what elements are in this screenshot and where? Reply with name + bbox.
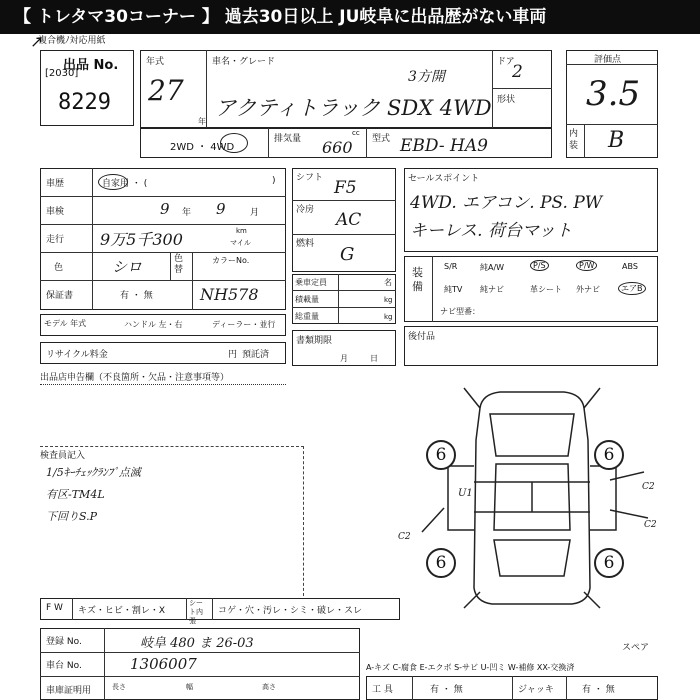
shaken-label: 車検 <box>46 207 65 217</box>
shift-label: シフト <box>296 173 324 183</box>
sales-label: セールスポイント <box>408 174 480 184</box>
history-label: 車歴 <box>46 179 65 189</box>
equip-abs: ABS <box>622 262 638 271</box>
history-circle <box>98 174 128 190</box>
jack-label: ジャッキ <box>518 685 554 695</box>
doors-value: 2 <box>512 62 523 82</box>
color-swap-label: 色替 <box>174 254 184 275</box>
seat-label: シート内張 <box>189 599 203 625</box>
history-close-paren: ) <box>272 176 276 186</box>
tools-label: 工 具 <box>372 685 393 695</box>
colorno-label: カラーNo. <box>212 256 250 265</box>
recycle-note: 預託済 <box>242 350 270 360</box>
lot-number: 8229 <box>58 90 111 115</box>
lot-code: [2030] <box>45 68 79 79</box>
tyre-front-right: 6 <box>594 440 624 470</box>
interior-value: B <box>608 128 625 153</box>
handle-label: ハンドル 左・右 <box>124 320 183 329</box>
score-value: 3.5 <box>586 74 641 114</box>
history-value: 自家用 ・ ( <box>102 179 148 189</box>
cert-height: 高さ <box>262 683 276 691</box>
cert-length: 長さ <box>112 683 126 691</box>
model-value: アクティトラック SDX 4WD <box>215 96 492 120</box>
seat-items: コゲ・穴・汚レ・シミ・破レ・スレ <box>218 606 363 616</box>
retrofit-label: 後付品 <box>408 332 436 342</box>
warranty-value: 有 ・ 無 <box>120 291 153 301</box>
tyre-rear-left: 6 <box>426 548 456 578</box>
interior-label: 内装 <box>569 129 579 151</box>
page-banner: 【 トレタマ30コーナー 】 過去30日以上 JU岐阜に出品歴がない車両 <box>0 0 700 34</box>
jack-value: 有 ・ 無 <box>582 685 615 695</box>
doors-label: ドア <box>497 57 515 67</box>
model-note: 3方開 <box>408 69 445 85</box>
lot-label: 出品 No. <box>63 58 119 73</box>
tyre-rear-right: 6 <box>594 548 624 578</box>
equip-extnav: 外ナビ <box>576 285 600 294</box>
seller-notes-label: 出品店申告欄（不良箇所・欠品・注意事項等） <box>40 373 230 383</box>
mileage-label: 走行 <box>46 235 65 245</box>
equip-airbag: エアB <box>618 282 646 295</box>
colorno-value: NH578 <box>200 285 259 304</box>
nav-model-label: ナビ型番： <box>440 307 480 316</box>
spare-label: スペア <box>622 643 650 653</box>
damage-mark-c2-a: C2 <box>642 482 655 492</box>
year-suffix: 年 <box>198 117 206 126</box>
warranty-label: 保証書 <box>46 291 74 301</box>
color-label: 色 <box>54 263 64 273</box>
color-value: シロ <box>112 258 143 276</box>
inspector-label: 検査員記入 <box>40 451 86 461</box>
docs-unit: 月日 <box>340 354 400 363</box>
model-label: 車名・グレード <box>212 57 276 67</box>
displacement-value: 660 <box>322 138 353 157</box>
mileage-value: 9万5千300 <box>100 230 183 249</box>
recycle-unit: 円 <box>228 350 238 360</box>
model-type-label: モデル 年式 <box>44 319 87 328</box>
drive-label: 2WD ・ 4WD <box>170 142 235 153</box>
mileage-mile: マイル <box>230 239 251 247</box>
gross-unit: kg <box>384 313 393 321</box>
top-note: 複合機ﾉ対応用紙 <box>38 36 106 46</box>
equip-sr: S/R <box>444 262 458 271</box>
shape-label: 形状 <box>497 95 516 105</box>
aircon-value: AC <box>336 210 362 230</box>
dealer-label: ディーラー・並行 <box>212 320 276 329</box>
cert-width: 幅 <box>186 683 193 691</box>
equip-aw: 純A/W <box>480 263 505 272</box>
inspector-line2: 有区-TM4L <box>46 488 105 501</box>
damage-legend: A-キズ C-腐食 E-エクボ S-サビ U-凹ミ W-補修 XX-交換済 <box>366 663 575 672</box>
arrow-icon: ↗ <box>30 32 44 51</box>
gross-label: 総重量 <box>295 312 319 321</box>
shaken-year: 9 <box>160 200 170 218</box>
damage-mark-c2-c: C2 <box>398 532 411 542</box>
equip-tv: 純TV <box>444 285 463 294</box>
fw-label: F W <box>46 603 63 613</box>
shaken-month: 9 <box>216 200 226 218</box>
sales-line2: キーレス. 荷台マット <box>410 221 573 241</box>
car-diagram <box>404 380 658 616</box>
recycle-label: リサイクル料金 <box>46 350 108 360</box>
load-unit: kg <box>384 296 393 304</box>
reg-label: 登録 No. <box>46 637 82 647</box>
equip-nav: 純ナビ <box>480 285 504 294</box>
inspector-line1: 1/5ｷｰﾁｪｯｸﾗﾝﾌﾟ点滅 <box>46 466 141 479</box>
fuel-value: G <box>340 244 355 265</box>
fuel-label: 燃料 <box>296 239 315 249</box>
capacity-unit: 名 <box>384 278 392 287</box>
equip-ps: P/S <box>530 260 549 271</box>
damage-mark-c2-b: C2 <box>644 520 657 530</box>
inspector-line3: 下回りS.P <box>46 510 98 523</box>
shaken-year-unit: 年 <box>182 208 192 218</box>
docs-label: 書類期限 <box>296 336 333 346</box>
equip-pw: P/W <box>576 260 597 271</box>
reg-value: 岐阜 480 ま 26-03 <box>140 636 254 651</box>
fw-items: キズ・ヒビ・割レ・X <box>78 606 165 616</box>
shaken-month-unit: 月 <box>250 208 260 218</box>
tyre-front-left: 6 <box>426 440 456 470</box>
capacity-label: 乗車定員 <box>295 278 327 287</box>
chassis-label: 車台 No. <box>46 661 82 671</box>
year-label: 年式 <box>146 57 165 67</box>
equipment-label: 装備 <box>412 266 423 293</box>
displacement-unit: cc <box>352 129 360 137</box>
displacement-label: 排気量 <box>274 134 302 144</box>
chassis-value: 1306007 <box>130 655 197 673</box>
type-label: 型式 <box>372 134 391 144</box>
aircon-label: 冷房 <box>296 205 315 215</box>
equip-leather: 革シート <box>530 285 562 294</box>
drive-circle <box>220 133 248 153</box>
mileage-km: km <box>236 227 247 235</box>
damage-mark-u1: U1 <box>458 488 473 499</box>
load-label: 積載量 <box>295 295 319 304</box>
shift-value: F5 <box>334 178 357 198</box>
type-value: EBD- HA9 <box>400 136 488 156</box>
cert-label: 車庫証明用 <box>46 686 92 696</box>
score-label: 評価点 <box>594 55 622 65</box>
year-value: 27 <box>148 74 184 107</box>
retrofit-box <box>404 326 658 366</box>
tools-value: 有 ・ 無 <box>430 685 463 695</box>
sales-line1: 4WD. エアコン. PS. PW <box>410 193 603 213</box>
